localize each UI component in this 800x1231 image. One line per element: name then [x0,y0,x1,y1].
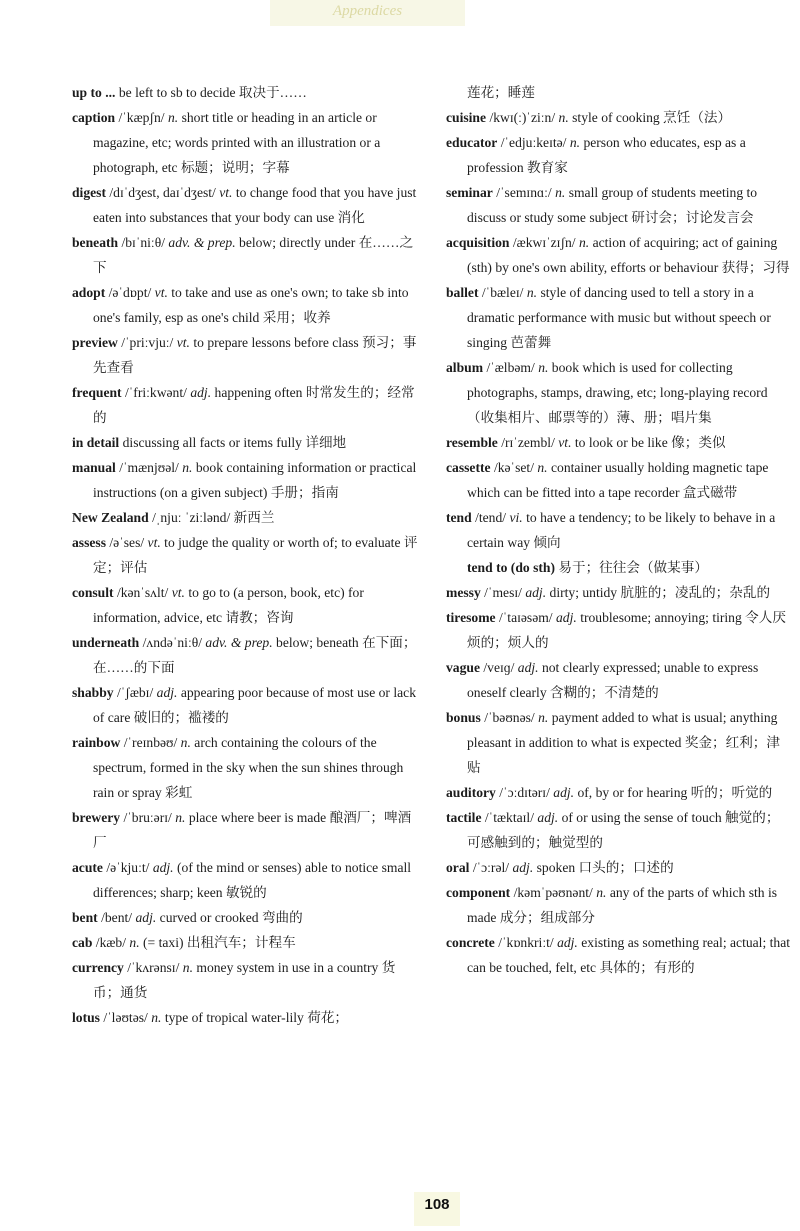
entry-headword: rainbow [72,735,121,750]
entry-definition: happening often 时常发生的；经常的 [93,385,415,425]
page-number: 108 [424,1196,450,1213]
glossary-entry [446,705,790,780]
glossary-entry [72,105,420,180]
entry-headword: acute [72,860,103,875]
entry-headword: New Zealand [72,510,149,525]
entry-headword: cuisine [446,110,487,125]
entry-part-of-speech: n. [151,1010,162,1025]
entry-part-of-speech: vt. [219,185,233,200]
entry-phonetic: /əˈkjuːt/ [106,860,150,875]
entry-definition: of or using the sense of touch 触觉的；可感触到的；触觉型的 [467,810,780,850]
entry-phonetic: /ʌndəˈniːθ/ [142,635,203,650]
entry-part-of-speech: vt. [176,335,190,350]
entry-part-of-speech: adj. [557,935,578,950]
entry-phonetic: /ˈfriːkwənt/ [125,385,187,400]
section-title: Appendices [332,3,403,19]
entry-phonetic: /kəˈset/ [493,460,534,475]
entry-headword: cassette [446,460,491,475]
glossary-entry [446,180,790,230]
entry-headword: seminar [446,185,493,200]
glossary-entry [446,80,790,105]
entry-headword: in detail [72,435,120,450]
entry-part-of-speech: n. [596,885,607,900]
entry-definition: (= taxi) 出租汽车；计程车 [143,935,296,950]
glossary-entry [72,955,420,1005]
entry-headword: caption [72,110,116,125]
entry-definition: discussing all facts or items fully 详细地 [122,435,347,450]
entry-part-of-speech: n. [538,360,549,375]
entry-definition: troublesome; annoying; tiring 令人厌烦的；烦人的 [467,610,786,650]
entry-part-of-speech: n. [182,960,193,975]
entry-definition: to judge the quality or worth of; to evaluate 评定；评估 [93,535,418,575]
entry-part-of-speech: adj. [537,810,559,825]
entry-definition: be left to sb to decide 取决于…… [118,85,307,100]
entry-phonetic: /ˈedjuːkeɪtə/ [500,135,567,150]
left-column [72,80,420,1030]
glossary-entry [446,355,790,430]
entry-headword: frequent [72,385,122,400]
entry-phonetic: /ˈkæpʃn/ [118,110,165,125]
entry-definition: type of tropical water-lily 荷花； [164,1010,349,1025]
entry-headword: album [446,360,484,375]
glossary-entry [72,805,420,855]
entry-phonetic: /ˈkɒnkriːt/ [498,935,554,950]
entry-definition: 新西兰 [233,510,275,525]
glossary-entry [446,455,790,505]
entry-phonetic: /kwɪ(ː)ˈziːn/ [489,110,556,125]
entry-definition: person who educates, esp as a profession 教育家 [467,135,746,175]
entry-phonetic: /bɪˈniːθ/ [121,235,166,250]
entry-headword: beneath [72,235,119,250]
glossary-entry [72,430,420,455]
glossary-entry [446,780,790,805]
entry-part-of-speech: adj. [553,785,575,800]
entry-part-of-speech: n. [182,460,193,475]
entry-phonetic: /ˈtæktaɪl/ [484,810,534,825]
entry-phonetic: /ˈləʊtəs/ [103,1010,148,1025]
entry-phonetic: /kæb/ [95,935,127,950]
entry-definition: action of acquiring; act of gaining (sth) by one's own ability, efforts or behaviour 获得；习得 [467,235,790,275]
entry-part-of-speech: n. [555,185,566,200]
entry-headword: oral [446,860,470,875]
glossary-entry [446,655,790,705]
entry-phonetic: /ˈʃæbɪ/ [116,685,154,700]
entry-part-of-speech: adj. [152,860,174,875]
entry-definition: to prepare lessons before class 预习；事先查看 [93,335,417,375]
entry-definition: to look or be like 像；类似 [574,435,726,450]
entry-definition: not clearly expressed; unable to express oneself clearly 含糊的；不清楚的 [467,660,759,700]
entry-definition: to have a tendency; to be likely to behave in a certain way 倾向 [467,510,776,550]
entry-part-of-speech: vt. [154,285,168,300]
entry-headword: adopt [72,285,106,300]
entry-part-of-speech: n. [538,710,549,725]
entry-phonetic: /tend/ [475,510,507,525]
entry-phonetic: /ˈbruːərɪ/ [123,810,172,825]
entry-part-of-speech: adj. [156,685,178,700]
entry-definition: to change food that you have just eaten into substances that your body can use 消化 [93,185,417,225]
entry-phonetic: /ˈɔːdɪtərɪ/ [499,785,550,800]
glossary-entry [446,105,790,130]
entry-headword: tend [446,510,472,525]
glossary-entry [446,505,790,555]
entry-headword: vague [446,660,480,675]
entry-phonetic: /ˈsemɪnɑː/ [496,185,552,200]
entry-definition: short title or heading in an article or magazine, etc; words printed with an illustration or a photograph, etc 标题；说明；字幕 [93,110,381,175]
glossary-entry [72,905,420,930]
entry-part-of-speech: n. [537,460,548,475]
entry-headword: underneath [72,635,140,650]
glossary-entry [446,430,790,455]
entry-definition: curved or crooked 弯曲的 [159,910,303,925]
entry-part-of-speech: adj. [135,910,157,925]
glossary-entry [72,855,420,905]
entry-part-of-speech: vt. [147,535,161,550]
glossary-entry [72,630,420,680]
entry-definition: any of the parts of which sth is made 成分；组成部分 [467,885,778,925]
entry-definition: arch containing the colours of the spectrum, formed in the sky when the sun shines through rain or spray 彩虹 [93,735,404,800]
entry-headword: shabby [72,685,114,700]
entry-headword: up to ... [72,85,116,100]
entry-phonetic: /veɪɡ/ [483,660,515,675]
entry-definition: appearing poor because of most use or lack of care 破旧的；褴褛的 [93,685,416,725]
entry-headword: currency [72,960,124,975]
entry-definition: book containing information or practical instructions (on a given subject) 手册；指南 [93,460,417,500]
entry-part-of-speech: adj. [190,385,212,400]
glossary-entry [446,230,790,280]
glossary-entry [72,580,420,630]
entry-headword: tactile [446,810,482,825]
glossary-entry [446,805,790,855]
entry-definition: (of the mind or senses) able to notice small differences; sharp; keen 敏锐的 [93,860,412,900]
glossary-entry [446,580,790,605]
entry-definition: book which is used for collecting photographs, stamps, drawing, etc; long-playing record （收集相片、邮票等的）薄、册；唱片集 [467,360,768,425]
glossary-entry [446,605,790,655]
entry-headword: bonus [446,710,481,725]
glossary-entry [72,80,420,105]
glossary-entry [72,530,420,580]
entry-definition: existing as something real; actual; that can be touched, felt, etc 具体的；有形的 [467,935,791,975]
entry-headword: consult [72,585,114,600]
glossary-entry [446,280,790,355]
entry-part-of-speech: adj. [512,860,534,875]
entry-phonetic: /ˈpriːvjuː/ [121,335,174,350]
glossary-entry [72,930,420,955]
glossary-entry [72,680,420,730]
entry-part-of-speech: n. [569,135,581,150]
entry-part-of-speech: adj. [517,660,539,675]
entry-headword: lotus [72,1010,100,1025]
entry-part-of-speech: n. [558,110,569,125]
entry-headword: preview [72,335,118,350]
entry-definition: style of dancing used to tell a story in a dramatic performance with music but without speech or singing 芭蕾舞 [467,285,771,350]
entry-part-of-speech: n. [526,285,538,300]
glossary-entry [446,880,790,930]
entry-headword: ballet [446,285,479,300]
entry-headword: cab [72,935,93,950]
entry-phonetic: /ˈmesɪ/ [484,585,522,600]
entry-headword: bent [72,910,98,925]
entry-phonetic: /ækwɪˈzɪʃn/ [512,235,576,250]
glossary-entry [72,230,420,280]
entry-part-of-speech: adj. [556,610,577,625]
entry-phonetic: /ˌnjuː ˈziːlənd/ [152,510,231,525]
entry-phonetic: /ˈbæleɪ/ [481,285,524,300]
entry-headword: messy [446,585,481,600]
glossary-entry [72,330,420,380]
entry-part-of-speech: n. [167,110,179,125]
entry-headword: assess [72,535,106,550]
entry-headword: acquisition [446,235,510,250]
entry-definition: of, by or for hearing 听的；听觉的 [577,785,773,800]
entry-definition: below; beneath 在下面；在……的下面 [93,635,417,675]
entry-headword: educator [446,135,498,150]
entry-phonetic: /ˈælbəm/ [486,360,535,375]
entry-headword: brewery [72,810,121,825]
entry-headword: auditory [446,785,496,800]
glossary-entry [446,555,790,580]
glossary-entry [72,730,420,805]
entry-definition: small group of students meeting to discuss or study some subject 研讨会；讨论发言会 [467,185,758,225]
entry-phonetic: /əˈses/ [109,535,145,550]
entry-phonetic: /ˈtaɪəsəm/ [498,610,553,625]
entry-headword: tiresome [446,610,496,625]
entry-part-of-speech: n. [180,735,191,750]
glossary-entry [446,130,790,180]
entry-phonetic: /bent/ [101,910,133,925]
entry-definition: style of cooking 烹饪（法） [572,110,732,125]
entry-part-of-speech: vt. [171,585,185,600]
entry-definition: payment added to what is usual; anything pleasant in addition to what is expected 奖金；红利；津贴 [467,710,780,775]
glossary-entry [72,280,420,330]
right-column [446,80,790,980]
entry-phonetic: /ˈmænjʊəl/ [119,460,179,475]
entry-part-of-speech: adv. & prep. [205,635,273,650]
entry-definition: dirty; untidy 肮脏的；凌乱的；杂乱的 [549,585,771,600]
glossary-entry [72,505,420,530]
entry-part-of-speech: vt. [558,435,572,450]
glossary-entry [72,180,420,230]
entry-headword: resemble [446,435,498,450]
entry-headword: manual [72,460,116,475]
entry-phonetic: /əˈdɒpt/ [108,285,152,300]
entry-headword: component [446,885,511,900]
entry-phonetic: /ˈkʌrənsɪ/ [127,960,180,975]
entry-definition: below; directly under 在……之下 [93,235,414,275]
entry-definition: spoken 口头的；口述的 [536,860,674,875]
entry-part-of-speech: n. [129,935,140,950]
entry-definition: container usually holding magnetic tape which can be fitted into a tape recorder 盒式磁带 [467,460,769,500]
entry-part-of-speech: n. [578,235,590,250]
glossary-entry [446,930,790,980]
entry-definition: 莲花；睡莲 [467,85,535,100]
entry-part-of-speech: adj. [525,585,547,600]
entry-phonetic: /dɪˈdʒest, daɪˈdʒest/ [109,185,216,200]
entry-definition: place where beer is made 酿酒厂；啤酒厂 [93,810,412,850]
entry-part-of-speech: vi. [509,510,523,525]
entry-headword: concrete [446,935,495,950]
entry-definition: 易于；往往会（做某事） [558,560,708,575]
entry-phonetic: /ˈɔːrəl/ [472,860,510,875]
entry-phonetic: /rɪˈzembl/ [501,435,555,450]
entry-phonetic: /ˈreɪnbəʊ/ [123,735,178,750]
entry-phonetic: /kənˈsʌlt/ [116,585,169,600]
entry-phonetic: /ˈbəʊnəs/ [484,710,535,725]
entry-definition: to go to (a person, book, etc) for information, advice, etc 请教；咨询 [93,585,364,625]
entry-phonetic: /kəmˈpəʊnənt/ [513,885,593,900]
entry-headword: digest [72,185,106,200]
glossary-entry [72,380,420,430]
glossary-entry [446,855,790,880]
entry-part-of-speech: n. [175,810,186,825]
entry-headword: tend to (do sth) [467,560,555,575]
entry-definition: money system in use in a country 货币；通货 [93,960,396,1000]
glossary-entry [72,455,420,505]
entry-definition: to take and use as one's own; to take sb into one's family, esp as one's child 采用；收养 [93,285,409,325]
entry-part-of-speech: adv. & prep. [168,235,236,250]
glossary-entry [72,1005,420,1030]
